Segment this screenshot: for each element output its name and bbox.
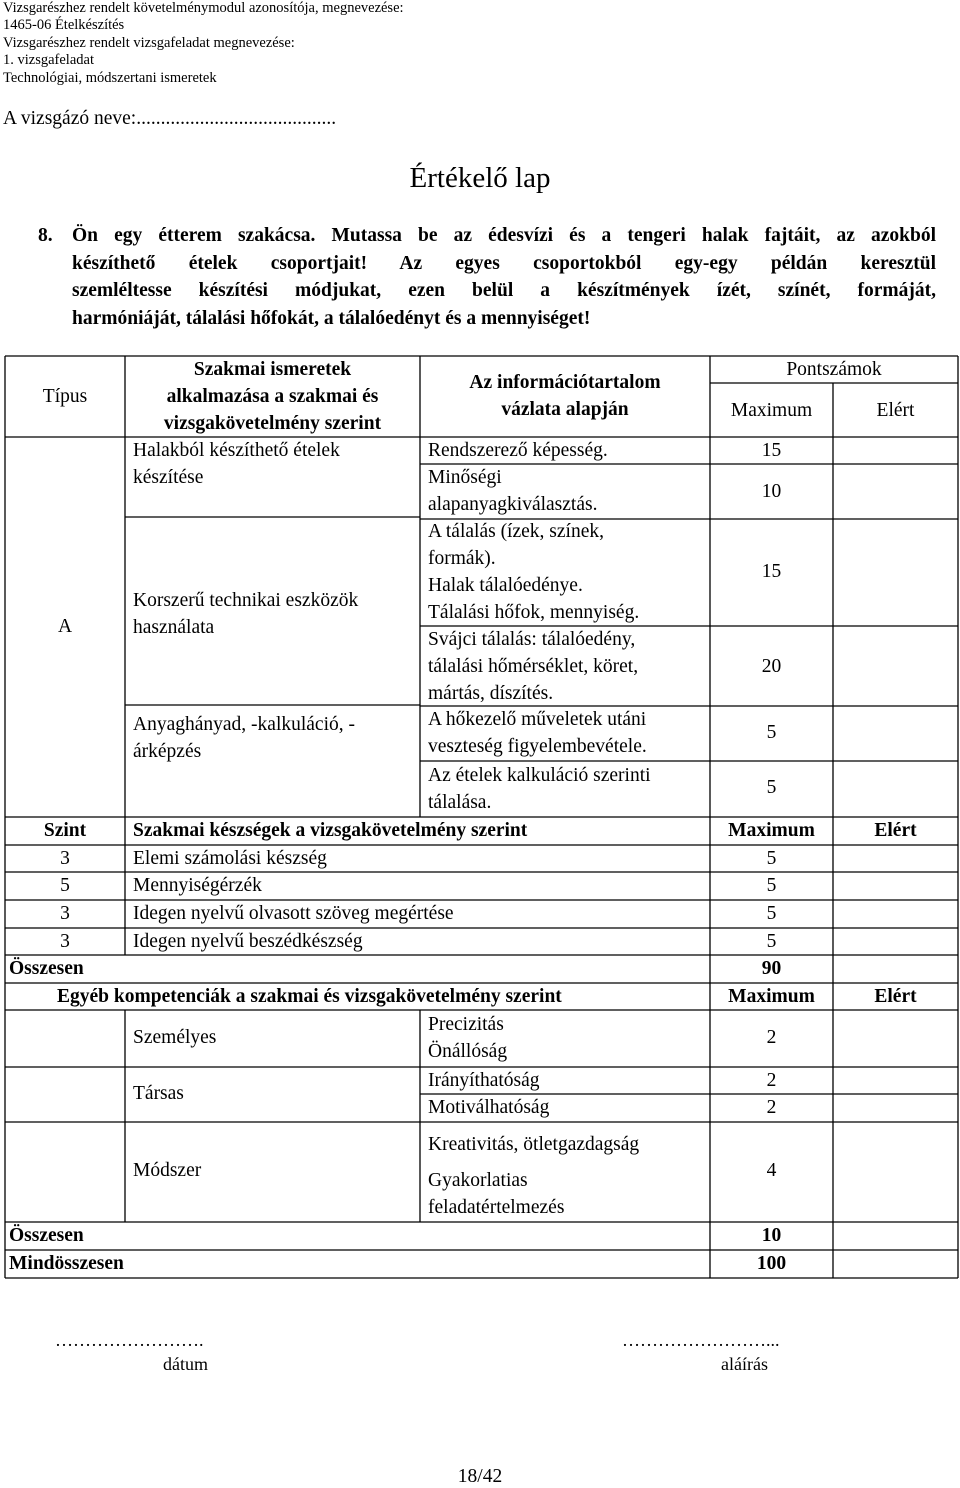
competence-category: Módszer [133, 1160, 202, 1181]
other-head-title: Egyéb kompetenciák a szakmai és vizsgakövetelmény szerint [57, 986, 562, 1007]
subtotal-value: 90 [761, 958, 782, 979]
criterion-text: Rendszerező képesség. [428, 440, 608, 461]
competence-category: Személyes [133, 1027, 217, 1048]
skill-max: 5 [766, 903, 777, 924]
criterion-max: 5 [766, 777, 777, 798]
other-head-maximum: Maximum [728, 986, 815, 1007]
header-line: Technológiai, módszertani ismeretek [3, 69, 217, 86]
page-number: 18/42 [457, 1466, 503, 1487]
competence-item: Motiválhatóság [428, 1097, 550, 1118]
skill-name: Idegen nyelvű beszédkészség [133, 931, 363, 952]
criterion-max: 10 [761, 481, 782, 502]
task-line: készíthető ételek csoportjait! Az egyes csoportokból egy-egy példán keresztül [72, 252, 936, 274]
date-dots: ……………………. [55, 1330, 204, 1350]
skill-max: 5 [766, 931, 777, 952]
criterion-max: 15 [761, 561, 782, 582]
skill-name: Elemi számolási készség [133, 848, 327, 869]
criterion-text: Az ételek kalkuláció szerinti tálalása. [428, 765, 651, 813]
header-tipus: Típus [42, 386, 88, 407]
task-line: szemléltesse készítési módjukat, ezen belül a készítmények ízét, színét, formáját, [72, 280, 936, 301]
skill-name: Idegen nyelvű olvasott szöveg megértése [133, 903, 454, 924]
header-line: Vizsgarészhez rendelt követelménymodul azonosítója, megnevezése: [3, 0, 404, 16]
criterion-text: A hőkezelő műveletek utáni veszteség figyelembevétele. [428, 709, 647, 757]
skill-name: Mennyiségérzék [133, 875, 262, 896]
candidate-name-field: A vizsgázó neve:......................................... [3, 108, 337, 129]
type-value: A [57, 616, 73, 637]
header-line: 1. vizsgafeladat [3, 52, 94, 69]
competence-max: 2 [766, 1097, 777, 1118]
total-label: Mindösszesen [9, 1253, 124, 1274]
skill-level: 3 [60, 903, 70, 924]
group-halakbol: Halakból készíthető ételek készítése [133, 440, 340, 488]
criterion-max: 20 [761, 656, 782, 677]
other-head-elert: Elért [874, 986, 917, 1007]
subtotal-label: Összesen [9, 958, 84, 979]
subtotal-label: Összesen [9, 1225, 84, 1246]
page-title: Értékelő lap [409, 162, 551, 194]
header-maximum: Maximum [730, 400, 813, 421]
skills-head-title: Szakmai készségek a vizsgakövetelmény szerint [133, 820, 528, 841]
header-elert: Elért [876, 400, 915, 421]
criterion-text: Svájci tálalás: tálalóedény, tálalási hőmérséklet, köret, mártás, díszítés. [428, 629, 639, 704]
task-number: 8. [38, 225, 53, 246]
competence-item: Önállóság [428, 1041, 508, 1062]
skill-level: 3 [60, 848, 70, 869]
criterion-text: Minőségi alapanyagkiválasztás. [428, 467, 598, 515]
task-line: harmóniáját, tálalási hőfokát, a tálalóedényt és a mennyiséget! [72, 307, 591, 329]
competence-item: Precizitás [428, 1014, 504, 1035]
date-label: dátum [163, 1354, 208, 1374]
skill-level: 3 [60, 931, 70, 952]
header-line: 1465-06 Ételkészítés [3, 17, 125, 34]
skill-level: 5 [60, 875, 70, 896]
group-anyaghanyad: Anyaghányad, -kalkuláció, - árképzés [133, 714, 356, 762]
signature-dots: ……………………... [622, 1330, 780, 1350]
criterion-max: 5 [766, 722, 777, 743]
criterion-max: 15 [761, 440, 782, 461]
competence-item: Irányíthatóság [428, 1070, 540, 1091]
competence-category: Társas [133, 1083, 184, 1104]
task-line: 8. Ön egy étterem szakácsa. Mutassa be az édesvízi és a tengeri halak fajtáit, az azokból [38, 222, 936, 250]
total-value: 100 [756, 1253, 787, 1274]
skills-head-maximum: Maximum [728, 820, 815, 841]
competence-item: Gyakorlatias [428, 1170, 528, 1191]
competence-item: Kreativitás, ötletgazdagság [428, 1134, 640, 1155]
header-pontszamok: Pontszámok [786, 359, 882, 380]
skills-head-szint: Szint [43, 820, 87, 841]
signature-label: aláírás [721, 1354, 768, 1374]
header-line: Vizsgarészhez rendelt vizsgafeladat megnevezése: [3, 34, 295, 51]
competence-max: 4 [766, 1160, 777, 1181]
competence-item: feladatértelmezés [428, 1197, 565, 1218]
skills-head-elert: Elért [874, 820, 917, 841]
group-korszeru: Korszerű technikai eszközök használata [133, 590, 359, 638]
criterion-text: A tálalás (ízek, színek, formák). Halak tálalóedénye. Tálalási hőfok, mennyiség. [428, 521, 640, 623]
competence-max: 2 [766, 1027, 777, 1048]
header-szakmai: Szakmai ismeretek alkalmazása a szakmai és vizsgakövetelmény szerint [163, 359, 382, 434]
skill-max: 5 [766, 875, 777, 896]
subtotal-value: 10 [761, 1225, 782, 1246]
header-info: Az információtartalom vázlata alapján [469, 372, 661, 420]
competence-max: 2 [766, 1070, 777, 1091]
skill-max: 5 [766, 848, 777, 869]
